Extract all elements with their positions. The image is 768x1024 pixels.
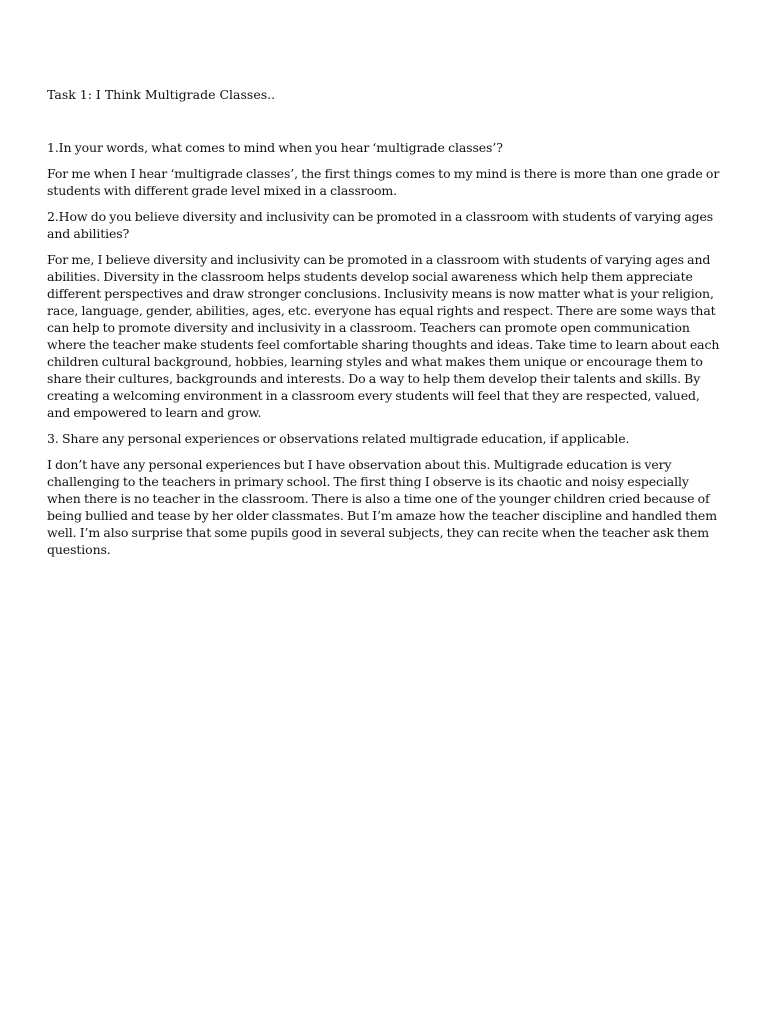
task-title: Task 1: I Think Multigrade Classes..	[47, 87, 276, 102]
question-2: 2.How do you believe diversity and inclusivity can be promoted in a classroom with students of varying ages and abilities?	[47, 209, 714, 241]
question-1: 1.In your words, what comes to mind when you hear ‘multigrade classes’?	[47, 140, 503, 155]
answer-1: For me when I hear ‘multigrade classes’, the first things comes to my mind is there is more than one grade or students with different grade level mixed in a classroom.	[47, 166, 720, 198]
question-3: 3. Share any personal experiences or observations related multigrade education, if applicable.	[47, 431, 630, 446]
answer-3: I don’t have any personal experiences but I have observation about this. Multigrade education is very challenging to the teachers in primary school. The first thing I observe is its chaotic and noisy especially when there is no teacher in the classroom. There is also a time one of the younger children cried because of being bullied and tease by her older classmates. But I’m amaze how the teacher discipline and handled them well. I’m also surprise that some pupils good in several subjects, they can recite when the teacher ask them questions.	[47, 457, 717, 557]
answer-2: For me, I believe diversity and inclusivity can be promoted in a classroom with students of varying ages and abilities. Diversity in the classroom helps students develop social awareness which help them appreciate different perspectives and draw stronger conclusions. Inclusivity means is now matter what is your religion, race, language, gender, abilities, ages, etc. everyone has equal rights and respect. There are some ways that can help to promote diversity and inclusivity in a classroom. Teachers can promote open communication where the teacher make students feel comfortable sharing thoughts and ideas. Take time to learn about each children cultural background, hobbies, learning styles and what makes them unique or encourage them to share their cultures, backgrounds and interests. Do a way to help them develop their talents and skills. By creating a welcoming environment in a classroom every students will feel that they are respected, valued, and empowered to learn and grow.	[47, 252, 720, 420]
